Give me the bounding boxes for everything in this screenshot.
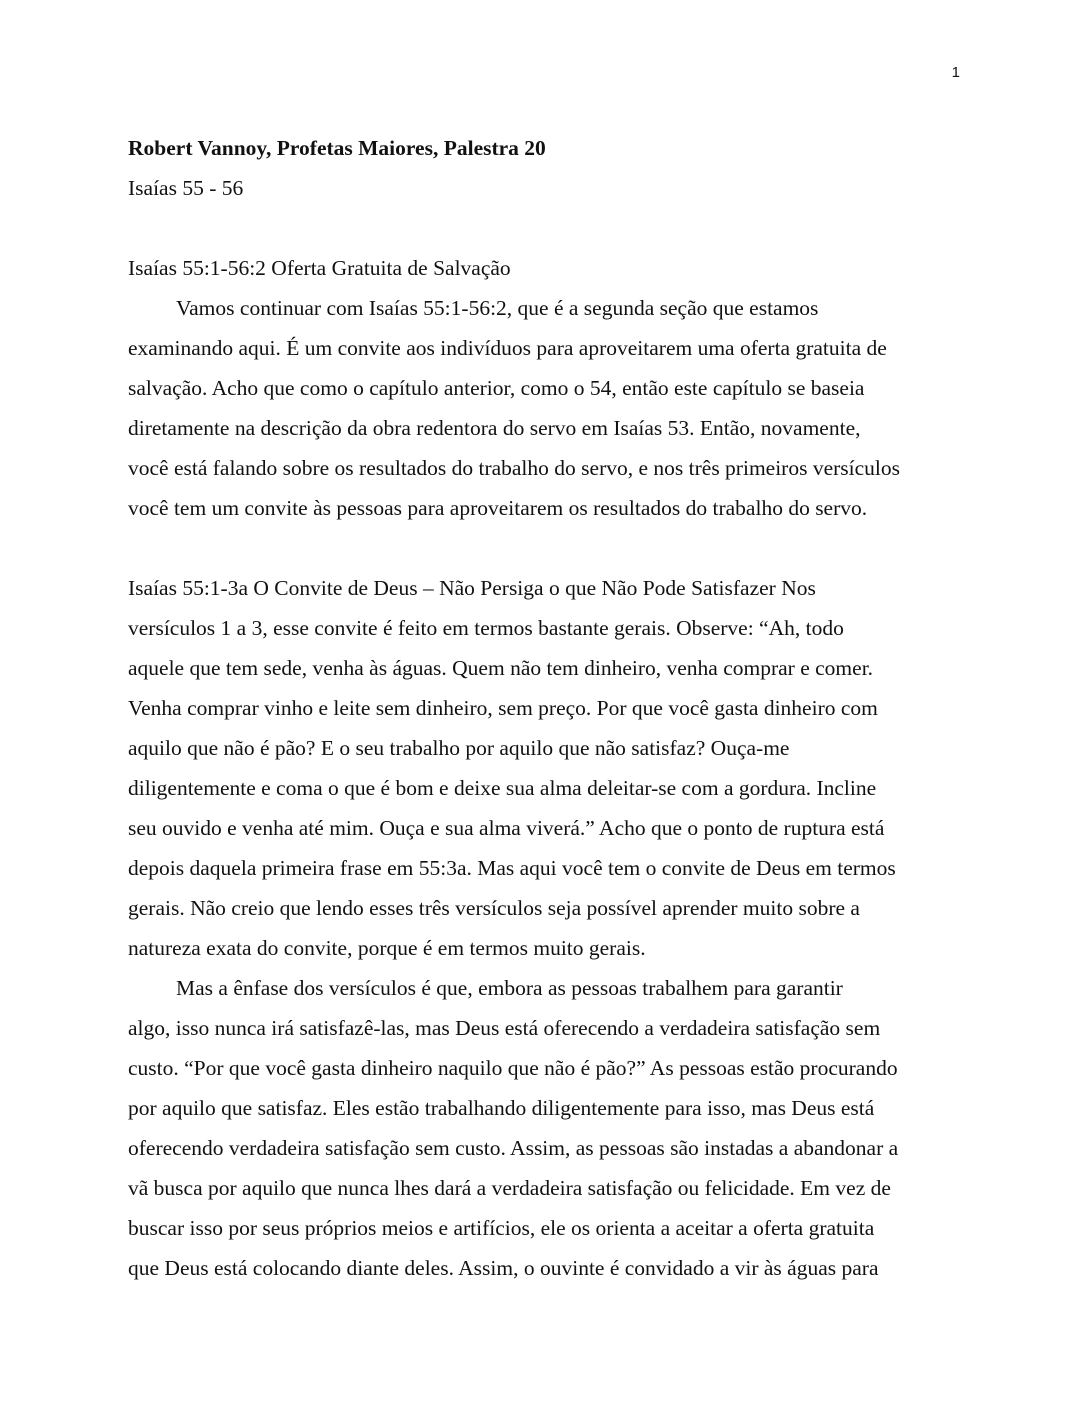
text-line: por aquilo que satisfaz. Eles estão trabalhando diligentemente para isso, mas Deus está — [128, 1096, 875, 1120]
text-line: examinando aqui. É um convite aos indivíduos para aproveitarem uma oferta gratuita de — [128, 336, 887, 360]
text-line: aquilo que não é pão? E o seu trabalho por aquilo que não satisfaz? Ouça-me — [128, 736, 790, 760]
text-line: Isaías 55:1-3a O Convite de Deus – Não Persiga o que Não Pode Satisfazer Nos — [128, 576, 816, 600]
text-line: gerais. Não creio que lendo esses três versículos seja possível aprender muito sobre a — [128, 896, 860, 920]
text-line: oferecendo verdadeira satisfação sem custo. Assim, as pessoas são instadas a abandonar a — [128, 1136, 899, 1160]
text-line: diretamente na descrição da obra redentora do servo em Isaías 53. Então, novamente, — [128, 416, 861, 440]
text-line: você está falando sobre os resultados do trabalho do servo, e nos três primeiros versículos — [128, 456, 901, 480]
text-line: salvação. Acho que como o capítulo anterior, como o 54, então este capítulo se baseia — [128, 376, 865, 400]
paragraph-gap — [128, 528, 961, 568]
text-line: seu ouvido e venha até mim. Ouça e sua alma viverá.” Acho que o ponto de ruptura está — [128, 816, 885, 840]
text-line: diligentemente e coma o que é bom e deixe sua alma deleitar-se com a gordura. Incline — [128, 776, 877, 800]
text-line: que Deus está colocando diante deles. Assim, o ouvinte é convidado a vir às águas para — [128, 1256, 879, 1280]
text-line: Venha comprar vinho e leite sem dinheiro, sem preço. Por que você gasta dinheiro com — [128, 696, 878, 720]
text-line: algo, isso nunca irá satisfazê-las, mas Deus está oferecendo a verdadeira satisfação sem — [128, 1016, 881, 1040]
text-line: aquele que tem sede, venha às águas. Quem não tem dinheiro, venha comprar e comer. — [128, 656, 874, 680]
text-line: vã busca por aquilo que nunca lhes dará a verdadeira satisfação ou felicidade. Em vez de — [128, 1176, 891, 1200]
document-subtitle: Isaías 55 - 56 — [128, 176, 244, 200]
text-line: Vamos continuar com Isaías 55:1-56:2, que é a segunda seção que estamos — [176, 296, 819, 320]
document-title: Robert Vannoy, Profetas Maiores, Palestra 20 — [128, 136, 546, 160]
text-line: natureza exata do convite, porque é em termos muito gerais. — [128, 936, 646, 960]
page-number: 1 — [951, 64, 960, 81]
document-body — [128, 128, 961, 1288]
text-line: Mas a ênfase dos versículos é que, embora as pessoas trabalhem para garantir — [176, 976, 843, 1000]
section-heading: Isaías 55:1-56:2 Oferta Gratuita de Salvação — [128, 256, 511, 280]
text-line: custo. “Por que você gasta dinheiro naquilo que não é pão?” As pessoas estão procurando — [128, 1056, 898, 1080]
text-line: depois daquela primeira frase em 55:3a. Mas aqui você tem o convite de Deus em termos — [128, 856, 896, 880]
paragraph — [128, 568, 961, 968]
text-line: versículos 1 a 3, esse convite é feito em termos bastante gerais. Observe: “Ah, todo — [128, 616, 844, 640]
text-line: você tem um convite às pessoas para aproveitarem os resultados do trabalho do servo. — [128, 496, 868, 520]
text-line: buscar isso por seus próprios meios e artifícios, ele os orienta a aceitar a oferta gratuita — [128, 1216, 875, 1240]
paragraph — [128, 968, 961, 1288]
paragraph — [128, 288, 961, 528]
